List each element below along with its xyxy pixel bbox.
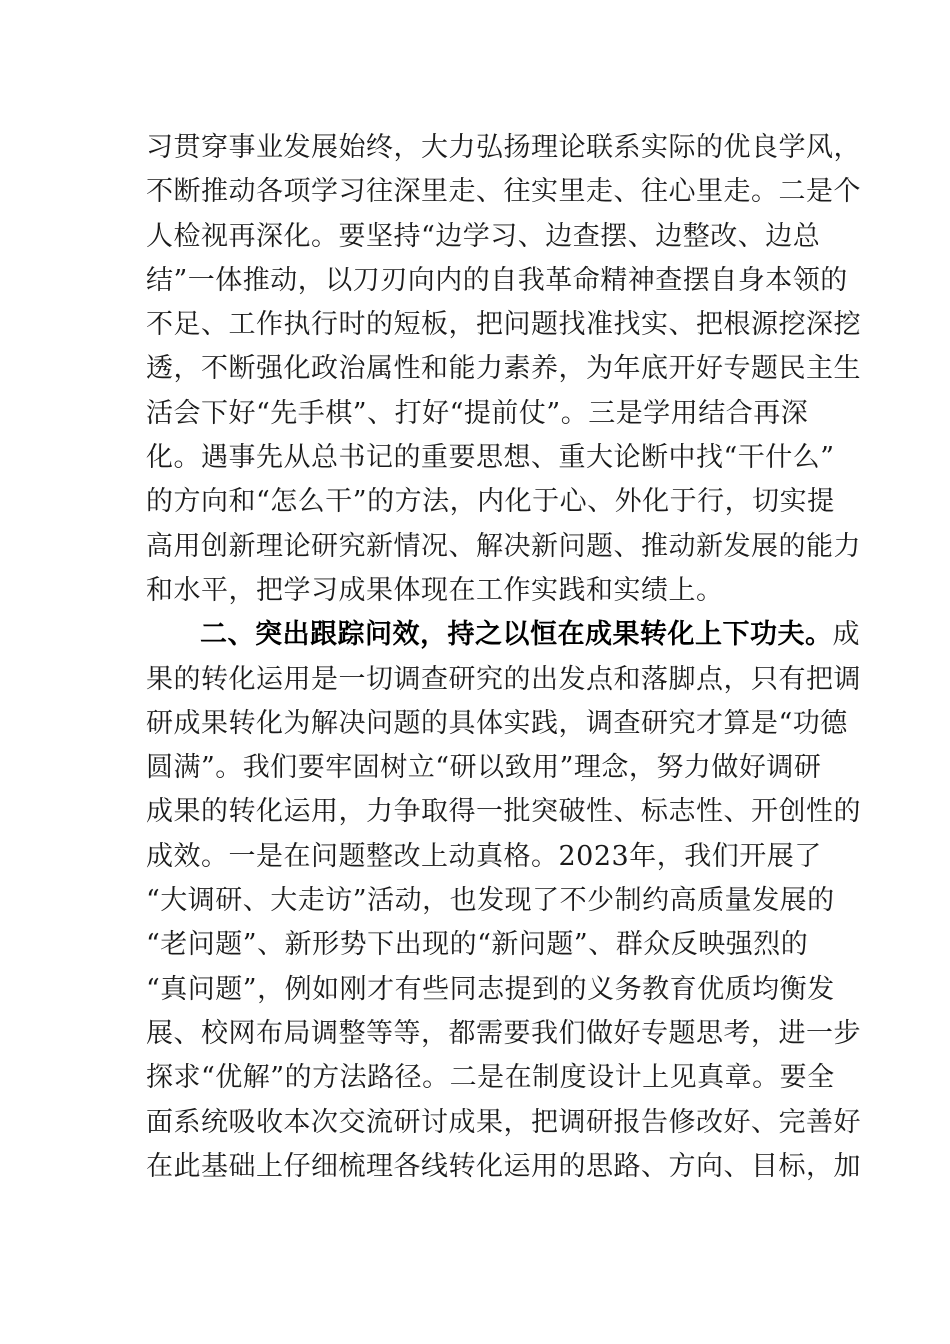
paragraph-line: 研成果转化为解决问题的具体实践，调查研究才算是“功德 bbox=[146, 707, 848, 739]
paragraph-line: 不断推动各项学习往深里走、往实里走、往心里走。二是个 bbox=[146, 176, 861, 208]
paragraph-line: 习贯穿事业发展始终，大力弘扬理论联系实际的优良学风， bbox=[146, 132, 861, 163]
paragraph-line: 的方向和“怎么干”的方法，内化于心、外化于行，切实提 bbox=[146, 486, 835, 518]
paragraph-line: 圆满”。我们要牢固树立“研以致用”理念，努力做好调研 bbox=[146, 752, 822, 784]
paragraph-line: 成果的转化运用，力争取得一批突破性、标志性、开创性的 bbox=[146, 796, 861, 828]
paragraph-line: “大调研、大走访”活动，也发现了不少制约高质量发展的 bbox=[146, 885, 835, 917]
section-heading: 二、突出跟踪问效，持之以恒在成果转化上下功夫。 bbox=[200, 619, 833, 651]
paragraph-line: 活会下好“先手棋”、打好“提前仗”。三是学用结合再深 bbox=[146, 397, 809, 429]
paragraph-line: 面系统吸收本次交流研讨成果，把调研报告修改好、完善好 bbox=[146, 1106, 861, 1138]
paragraph-line: 在此基础上仔细梳理各线转化运用的思路、方向、目标，加 bbox=[146, 1150, 861, 1182]
paragraph-line: 展、校网布局调整等等，都需要我们做好专题思考，进一步 bbox=[146, 1017, 861, 1049]
section-heading-line bbox=[146, 613, 860, 657]
paragraph-line: 探求“优解”的方法路径。二是在制度设计上见真章。要全 bbox=[146, 1062, 835, 1094]
paragraph-line: 人检视再深化。要坚持“边学习、边查摆、边整改、边总 bbox=[146, 220, 821, 252]
paragraph-line: 成效。一是在问题整改上动真格。2023年，我们开展了 bbox=[146, 840, 822, 872]
document-body bbox=[146, 126, 861, 1189]
paragraph-line: 高用创新理论研究新情况、解决新问题、推动新发展的能力 bbox=[146, 530, 861, 562]
paragraph-line: 果的转化运用是一切调查研究的出发点和落脚点，只有把调 bbox=[146, 663, 861, 695]
paragraph-line: “老问题”、新形势下出现的“新问题”、群众反映强烈的 bbox=[146, 929, 809, 961]
section-heading-tail: 成 bbox=[832, 619, 860, 651]
paragraph-line: “真问题”，例如刚才有些同志提到的义务教育优质均衡发 bbox=[146, 973, 835, 1005]
paragraph-line: 和水平，把学习成果体现在工作实践和实绩上。 bbox=[146, 574, 724, 606]
paragraph-line: 化。遇事先从总书记的重要思想、重大论断中找“干什么” bbox=[146, 442, 835, 474]
paragraph-line: 透，不断强化政治属性和能力素养，为年底开好专题民主生 bbox=[146, 353, 861, 385]
paragraph-line: 结”一体推动，以刀刃向内的自我革命精神查摆自身本领的 bbox=[146, 264, 848, 296]
paragraph-line: 不足、工作执行时的短板，把问题找准找实、把根源挖深挖 bbox=[146, 309, 861, 341]
